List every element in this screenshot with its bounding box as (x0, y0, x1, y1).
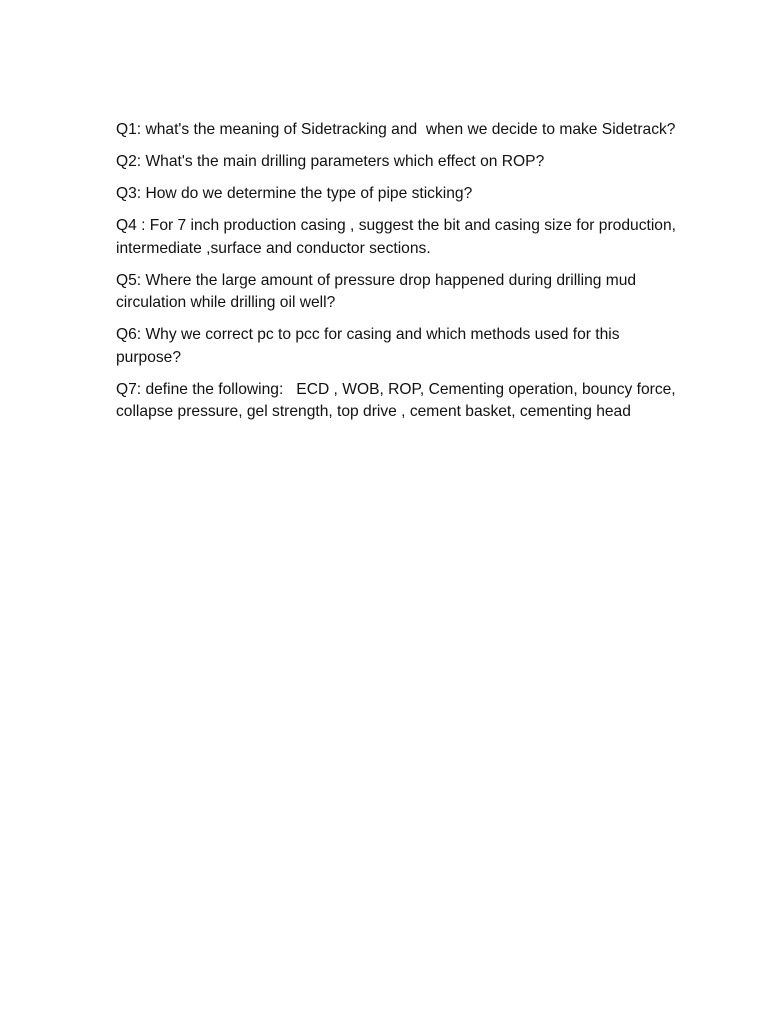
question-7: Q7: define the following: ECD , WOB, ROP, Cementing operation, bouncy force, collapse pressure, gel strength, top drive , cement basket, cementing head (116, 380, 680, 420)
question-3: Q3: How do we determine the type of pipe sticking? (116, 185, 473, 202)
question-2: Q2: What's the main drilling parameters which effect on ROP? (116, 153, 545, 170)
question-4: Q4 : For 7 inch production casing , suggest the bit and casing size for production, intermediate ,surface and conductor sections. (116, 217, 681, 257)
question-6: Q6: Why we correct pc to pcc for casing and which methods used for this purpose? (116, 326, 624, 366)
question-5: Q5: Where the large amount of pressure drop happened during drilling mud circulation while drilling oil well? (116, 271, 641, 311)
question-1: Q1: what's the meaning of Sidetracking and when we decide to make Sidetrack? (116, 121, 676, 138)
question-list (116, 119, 681, 433)
